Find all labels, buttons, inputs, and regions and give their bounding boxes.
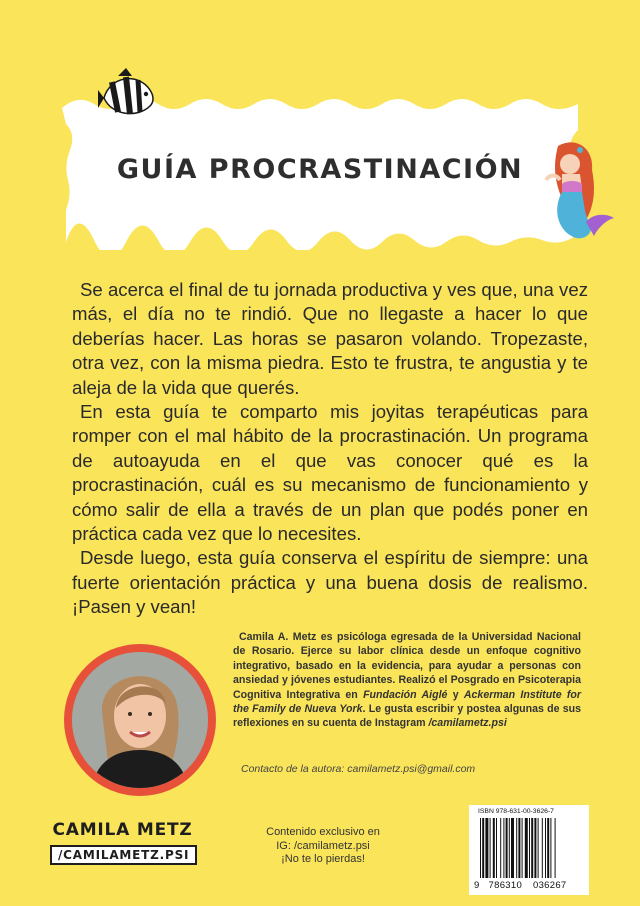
barcode-bar (503, 818, 504, 878)
barcode-bar (538, 818, 539, 878)
barcode-bar (555, 818, 556, 878)
bio-text: Camila A. Metz es psicóloga egresada de la Universidad Nacional de Rosario. Ejerce su labor clínica desde un enfoque cognitivo integrativo, basado en la evidencia, para ayudar a personas con ansiedad y jóvenes estudiantes. Realizó el Posgrado en Psicoterapia Cognitiva Integrativa en (233, 631, 581, 701)
author-logo (50, 820, 195, 865)
barcode-bar (525, 818, 528, 878)
author-bio (233, 630, 581, 731)
barcode-digit-lead: 9 (474, 880, 480, 891)
promo-line: ¡No te lo pierdas! (281, 853, 365, 865)
bio-text-2: . Le gusta escribir y postea algunas de sus reflexiones en su cuenta de Instagram (233, 703, 581, 730)
promo-line: IG: /camilametz.psi (276, 839, 370, 852)
mermaid-icon (536, 140, 618, 250)
barcode-bar (509, 818, 510, 878)
barcode-bar (542, 818, 543, 878)
barcode-bar (506, 818, 508, 878)
barcode-bar (500, 818, 501, 878)
promo-line: Contenido exclusivo en (266, 826, 380, 838)
author-name: CAMILA METZ (52, 820, 193, 840)
bio-connector: y (447, 688, 464, 701)
barcode-bar (518, 818, 520, 878)
barcode-bar (493, 818, 495, 878)
barcode-bar (490, 818, 491, 878)
barcode-bar (511, 818, 514, 878)
paragraph: En esta guía te comparto mis joyitas terapéuticas para romper con el mal hábito de la procrastinación. Un programa de autoayuda en el que vas conocer qué es la procrastinación, cuál es su mecanismo de funcionamiento y cómo salir de ella a través de un plan que podés poner en práctica cada vez que lo necesites. (72, 401, 588, 545)
barcode-bar (534, 818, 536, 878)
author-handle: /CAMILAMETZ.PSI (50, 845, 197, 865)
instagram-handle: /camilametz.psi (428, 717, 507, 730)
isbn-label: ISBN 978-631-00-3626-7 (478, 808, 554, 815)
barcode-digits (474, 880, 586, 891)
barcode-bar (531, 818, 533, 878)
promo-note (238, 826, 408, 867)
barcode-digits-right: 036267 (533, 880, 567, 891)
author-contact: Contacto de la autora: camilametz.psi@gmail.com (241, 763, 476, 775)
barcode-icon (478, 818, 584, 880)
institution-1: Fundación Aiglé (363, 688, 448, 701)
barcode-bar (480, 818, 481, 878)
barcode-bar (485, 818, 488, 878)
paragraph: Se acerca el final de tu jornada productiva y ves que, una vez más, el día no te rindió. Que no llegaste a hacer lo que deberías hacer. Las horas se pasaron volando. Tropezaste, otra vez, con la misma piedra. Esto te frustra, te angustia y te aleja de la vida que querés. (72, 279, 588, 398)
barcode-bar (550, 818, 551, 878)
barcode-bar (529, 818, 530, 878)
barcode-bar (522, 818, 523, 878)
barcode-bar (516, 818, 517, 878)
fish-icon (98, 68, 160, 120)
paragraph: Desde luego, esta guía conserva el espíritu de siempre: una fuerte orientación práctica y una buena dosis de realismo. ¡Pasen y vean! (72, 547, 588, 618)
institution-2: Ackerman Institute for the Family de Nueva York (233, 688, 582, 716)
barcode-bar (496, 818, 497, 878)
barcode-bar (545, 818, 546, 878)
barcode-digits-left: 786310 (488, 880, 523, 891)
page-title: GUÍA PROCRASTINACIÓN (116, 154, 524, 185)
barcode-bar (482, 818, 484, 878)
back-cover-text (72, 278, 588, 620)
barcode-bar (547, 818, 549, 878)
author-photo (72, 652, 208, 788)
